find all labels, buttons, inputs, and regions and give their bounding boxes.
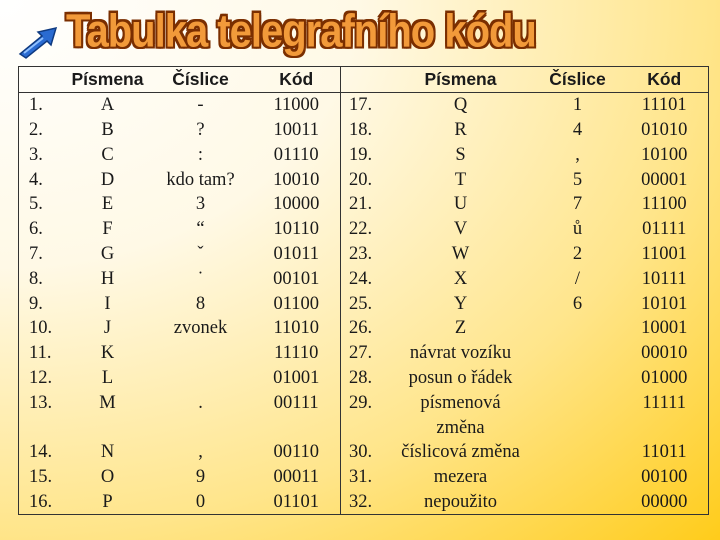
row-letter: Q	[453, 95, 468, 116]
row-letter: K	[100, 343, 115, 364]
row-digit: 6	[572, 293, 583, 314]
row-number: 15.	[29, 467, 53, 488]
row-number: 14.	[29, 442, 53, 463]
row-code: 10011	[273, 119, 320, 140]
row-number: 29.	[341, 390, 387, 415]
row-code: 11010	[273, 318, 320, 339]
row-digit	[535, 490, 621, 515]
row-digit: ,	[198, 442, 203, 463]
row-code: 01001	[273, 367, 320, 388]
row-digit	[535, 316, 621, 341]
row-number: 23.	[341, 242, 387, 267]
table-row	[19, 490, 709, 515]
row-number: 17.	[341, 92, 387, 117]
table-row	[19, 242, 709, 267]
row-letter: A	[100, 95, 115, 116]
table-row	[19, 118, 709, 143]
row-number: 31.	[341, 465, 387, 490]
row-number: 26.	[341, 316, 387, 341]
row-code: 00011	[273, 467, 320, 488]
row-number: 4.	[29, 169, 43, 190]
row-letter	[67, 415, 149, 440]
row-letter: V	[453, 219, 468, 240]
row-code	[253, 415, 341, 440]
row-letter: B	[101, 119, 114, 140]
row-code: 00110	[273, 442, 320, 463]
row-letter: nepoužito	[424, 491, 497, 512]
row-digit	[535, 366, 621, 391]
row-number: 8.	[29, 268, 43, 289]
title-area	[0, 0, 720, 64]
row-letter: H	[100, 268, 115, 289]
row-number	[19, 415, 67, 440]
row-letter: D	[100, 169, 115, 190]
header-digits: Číslice	[149, 67, 253, 93]
row-digit: -	[197, 95, 204, 116]
table-row	[19, 341, 709, 366]
row-digit: kdo tam?	[166, 169, 235, 190]
table-row	[19, 92, 709, 117]
row-letter: F	[102, 219, 113, 240]
row-digit: /	[574, 268, 581, 289]
row-digit: 4	[572, 119, 583, 140]
row-letter: změna	[436, 417, 485, 438]
row-number: 12.	[29, 367, 53, 388]
header-digits: Číslice	[535, 67, 621, 93]
telegraph-code-table	[18, 66, 709, 515]
row-digit: ˇ	[197, 243, 204, 264]
row-number: 21.	[341, 192, 387, 217]
row-code: 10010	[273, 169, 320, 190]
row-code: 01011	[273, 243, 320, 264]
row-digit	[535, 415, 621, 440]
table-row	[19, 465, 709, 490]
table-row	[19, 142, 709, 167]
row-digit: ?	[196, 119, 205, 140]
row-code: 11001	[641, 243, 688, 264]
row-number: 28.	[341, 366, 387, 391]
header-code: Kód	[253, 67, 341, 93]
row-letter: M	[99, 392, 116, 413]
row-number: 9.	[29, 293, 43, 314]
row-letter: písmenová	[420, 392, 501, 413]
row-code: 00111	[273, 392, 319, 413]
row-number: 2.	[29, 119, 43, 140]
row-number: 13.	[29, 392, 53, 413]
row-number: 10.	[29, 318, 53, 339]
row-letter: P	[102, 491, 113, 512]
row-digit	[535, 390, 621, 415]
header-number	[341, 67, 387, 93]
row-letter: návrat vozíku	[409, 343, 512, 364]
row-code: 01110	[273, 144, 319, 165]
row-letter: I	[104, 293, 111, 314]
row-digit: “	[196, 219, 205, 240]
row-code: 10000	[273, 194, 320, 215]
row-number: 3.	[29, 144, 43, 165]
row-code: 10110	[273, 219, 320, 240]
row-letter: číslicová změna	[401, 442, 520, 463]
row-number: 27.	[341, 341, 387, 366]
row-digit	[535, 341, 621, 366]
row-code: 01010	[641, 119, 688, 140]
row-code: 01000	[641, 367, 688, 388]
row-code: 00100	[641, 467, 688, 488]
row-code: 10111	[641, 268, 687, 289]
table-row	[19, 415, 709, 440]
row-letter: W	[451, 243, 470, 264]
row-number: 22.	[341, 217, 387, 242]
row-digit: ,	[575, 144, 580, 165]
row-letter: J	[103, 318, 112, 339]
row-code: 01111	[642, 219, 687, 240]
row-code: 00001	[641, 169, 688, 190]
table-row	[19, 217, 709, 242]
header-code: Kód	[621, 67, 709, 93]
table-row	[19, 366, 709, 391]
row-letter: S	[455, 144, 466, 165]
table-row	[19, 440, 709, 465]
row-digit	[149, 415, 253, 440]
table-row	[19, 266, 709, 291]
table-row	[19, 192, 709, 217]
arrow-up-right-icon	[18, 24, 58, 60]
row-letter: C	[101, 144, 114, 165]
header-letters: Písmena	[67, 67, 149, 93]
table-row	[19, 167, 709, 192]
header-letters: Písmena	[387, 67, 535, 93]
row-code: 10001	[641, 318, 688, 339]
row-code: 11110	[274, 343, 319, 364]
row-number: 20.	[341, 167, 387, 192]
row-letter: Z	[454, 318, 467, 339]
row-letter: G	[100, 243, 115, 264]
row-number: 24.	[341, 266, 387, 291]
row-letter: E	[101, 194, 114, 215]
row-letter: N	[100, 442, 115, 463]
row-letter: posun o řádek	[408, 367, 513, 388]
row-number: 11.	[29, 343, 52, 364]
page-title: Tabulka telegrafního kódu	[66, 6, 536, 57]
row-code: 00000	[641, 491, 688, 512]
row-number: 32.	[341, 490, 387, 515]
row-digit: ˙	[197, 268, 204, 289]
row-number: 19.	[341, 142, 387, 167]
row-digit: 8	[195, 293, 206, 314]
row-digit: 7	[572, 194, 583, 215]
row-code	[621, 415, 709, 440]
row-digit: 9	[195, 467, 206, 488]
row-code: 10101	[641, 293, 688, 314]
row-digit: 5	[572, 169, 583, 190]
table-row	[19, 316, 709, 341]
row-code: 11011	[641, 442, 687, 463]
row-letter: mezera	[433, 467, 488, 488]
row-number: 30.	[341, 440, 387, 465]
row-number: 5.	[29, 194, 43, 215]
row-digit: 2	[572, 243, 583, 264]
row-digit	[149, 366, 253, 391]
row-letter: O	[100, 467, 115, 488]
row-digit: 1	[572, 95, 583, 116]
row-digit: ů	[572, 219, 583, 240]
row-letter: X	[453, 268, 468, 289]
row-code: 01101	[273, 491, 320, 512]
row-code: 11100	[641, 194, 687, 215]
row-code: 10100	[641, 144, 688, 165]
row-number: 18.	[341, 118, 387, 143]
row-code: 00010	[641, 343, 688, 364]
row-code: 00101	[273, 268, 320, 289]
row-letter: L	[101, 367, 114, 388]
row-digit: :	[197, 144, 204, 165]
row-digit: 3	[195, 194, 206, 215]
row-code: 11101	[641, 95, 687, 116]
row-digit: .	[198, 392, 203, 413]
table-row	[19, 390, 709, 415]
row-letter: R	[454, 119, 467, 140]
row-letter: Y	[453, 293, 468, 314]
row-code: 01100	[273, 293, 320, 314]
row-letter: T	[454, 169, 467, 190]
row-code: 11111	[642, 392, 686, 413]
row-digit: 0	[195, 491, 206, 512]
row-code: 11000	[273, 95, 320, 116]
row-number	[341, 415, 387, 440]
header-number	[19, 67, 67, 93]
table-row	[19, 291, 709, 316]
row-number: 1.	[29, 95, 43, 116]
row-digit	[535, 440, 621, 465]
row-letter: U	[453, 194, 468, 215]
row-digit	[149, 341, 253, 366]
row-number: 25.	[341, 291, 387, 316]
row-digit: zvonek	[173, 318, 228, 339]
header-row	[19, 67, 709, 93]
row-number: 16.	[29, 491, 53, 512]
row-digit	[535, 465, 621, 490]
row-number: 7.	[29, 243, 43, 264]
row-number: 6.	[29, 219, 43, 240]
